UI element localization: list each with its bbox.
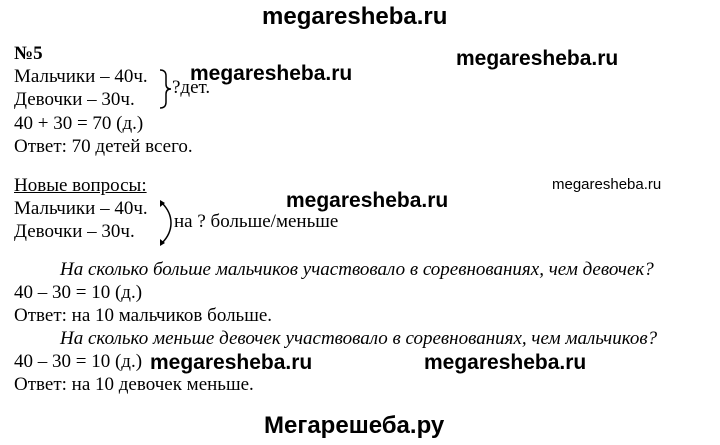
task-line-boys: Мальчики – 40ч. (14, 66, 148, 87)
new-line-boys: Мальчики – 40ч. (14, 198, 148, 219)
watermark-lower-right: megaresheba.ru (424, 351, 587, 374)
equation-two: 40 – 30 = 10 (д.) (14, 351, 143, 372)
task-answer: Ответ: 70 детей всего. (14, 136, 193, 157)
equation-one: 40 – 30 = 10 (д.) (14, 282, 143, 303)
comparison-arrow-icon (158, 200, 174, 246)
watermark-middle: megaresheba.ru (286, 189, 449, 212)
question-one: На сколько больше мальчиков участвовало в соревнованиях, чем девочек? (60, 259, 654, 280)
answer-one: Ответ: на 10 мальчиков больше. (14, 305, 273, 326)
brace-label: ?дет. (172, 77, 211, 98)
watermark-lower-left: megaresheba.ru (150, 351, 313, 374)
watermark-footer: Мегарешеба.ру (264, 412, 445, 439)
watermark-brace-overlay: megaresheba.ru (190, 62, 353, 85)
question-two: На сколько меньше девочек участвовало в соревнованиях, чем мальчиков? (60, 328, 658, 349)
new-questions-heading: Новые вопросы: (14, 175, 147, 196)
task-equation: 40 + 30 = 70 (д.) (14, 113, 144, 134)
answer-two: Ответ: на 10 девочек меньше. (14, 374, 254, 395)
task-number: №5 (14, 43, 43, 64)
task-line-girls: Девочки – 30ч. (14, 89, 135, 110)
arrow-label: на ? больше/меньше (174, 211, 339, 232)
watermark-right-small: megaresheba.ru (552, 176, 662, 193)
watermark-right-upper: megaresheba.ru (456, 47, 619, 70)
new-line-girls: Девочки – 30ч. (14, 221, 135, 242)
watermark-top: megaresheba.ru (262, 3, 448, 30)
